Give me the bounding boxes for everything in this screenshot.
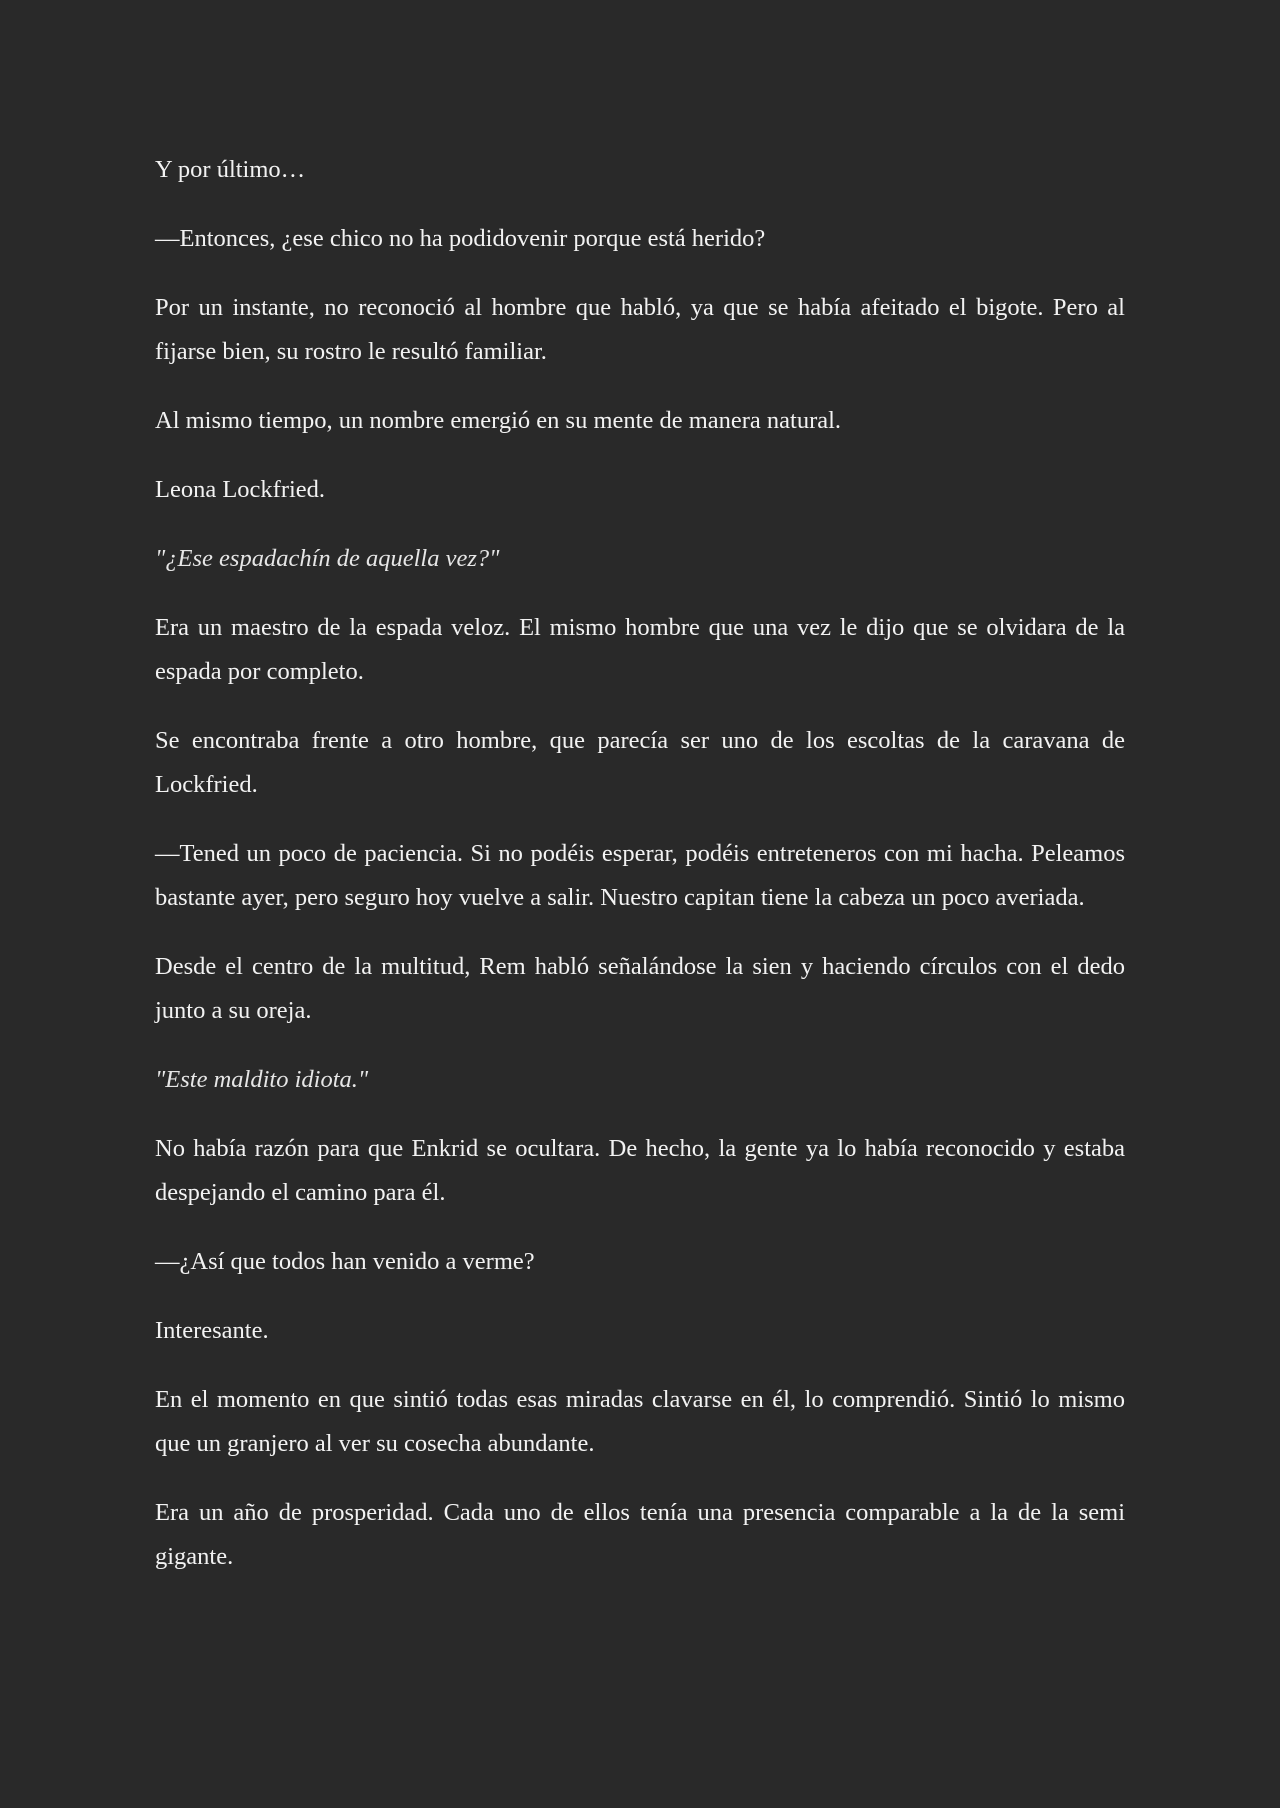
paragraph: —Tened un poco de paciencia. Si no podéis esperar, podéis entreteneros con mi hacha. Peleamos bastante ayer, pero seguro hoy vuelve a salir. Nuestro capitan tiene la cabeza un poco averiada. <box>155 840 1125 911</box>
paragraph: Se encontraba frente a otro hombre, que parecía ser uno de los escoltas de la caravana de Lockfried. <box>155 727 1125 798</box>
paragraph: Leona Lockfried. <box>155 476 326 503</box>
paragraph: Era un año de prosperidad. Cada uno de ellos tenía una presencia comparable a la de la semi gigante. <box>155 1499 1125 1570</box>
paragraph: Por un instante, no reconoció al hombre que habló, ya que se había afeitado el bigote. Pero al fijarse bien, su rostro le resultó familiar. <box>155 294 1125 365</box>
document-body <box>155 148 1125 1604</box>
italic-thought: "¿Ese espadachín de aquella vez?" <box>155 545 500 572</box>
paragraph: No había razón para que Enkrid se ocultara. De hecho, la gente ya lo había reconocido y estaba despejando el camino para él. <box>155 1135 1125 1206</box>
paragraph: Al mismo tiempo, un nombre emergió en su mente de manera natural. <box>155 407 842 434</box>
italic-thought: "Este maldito idiota." <box>155 1066 369 1093</box>
paragraph: Interesante. <box>155 1317 269 1344</box>
paragraph: —Entonces, ¿ese chico no ha podidovenir porque está herido? <box>155 225 766 252</box>
paragraph: En el momento en que sintió todas esas miradas clavarse en él, lo comprendió. Sintió lo mismo que un granjero al ver su cosecha abundante. <box>155 1386 1125 1457</box>
paragraph: Era un maestro de la espada veloz. El mismo hombre que una vez le dijo que se olvidara de la espada por completo. <box>155 614 1125 685</box>
paragraph: Desde el centro de la multitud, Rem habló señalándose la sien y haciendo círculos con el dedo junto a su oreja. <box>155 953 1125 1024</box>
paragraph: Y por último… <box>155 156 306 183</box>
paragraph: —¿Así que todos han venido a verme? <box>155 1248 535 1275</box>
